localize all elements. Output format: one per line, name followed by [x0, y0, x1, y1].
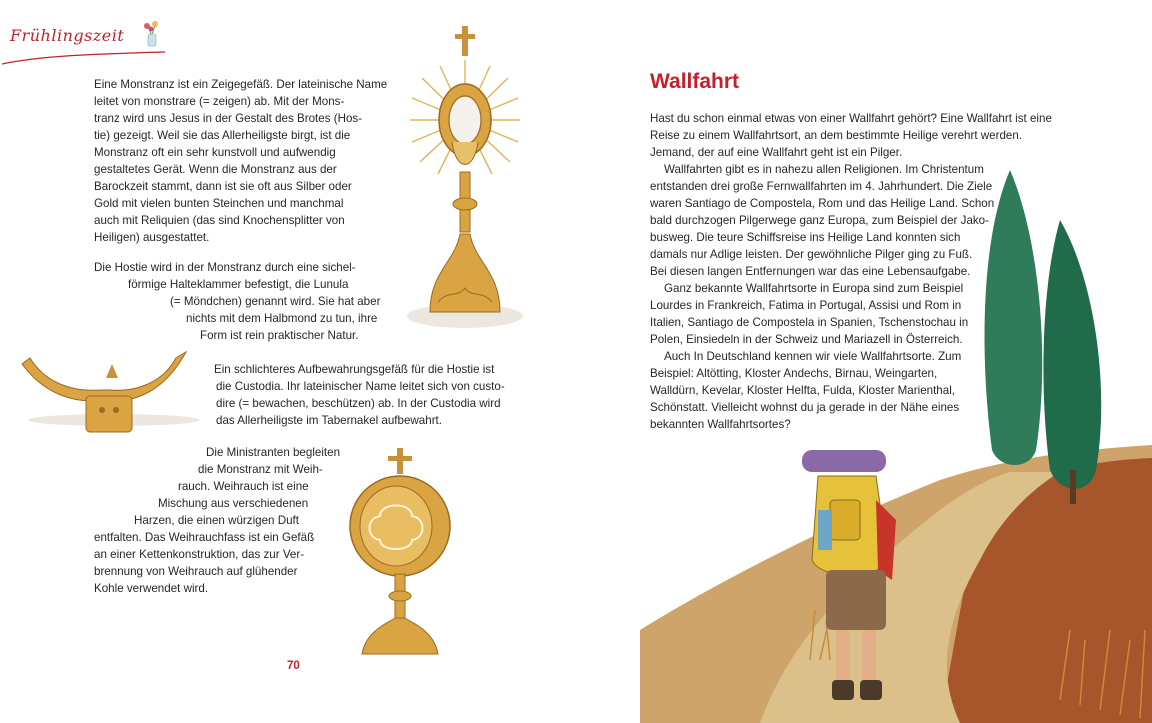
text-line: damals nur Adlige leisten. Der gewöhnliche Pilger ging zu Fuß.	[650, 248, 973, 261]
text-line: Lourdes in Frankreich, Fatima in Portugal, Assisi und Rom in	[650, 299, 962, 312]
text-line: bald durchzogen Pilgerwege ganz Europa, zum Beispiel der Jako-	[650, 214, 989, 227]
text-line: Ein schlichteres Aufbewahrungsgefäß für die Hostie ist	[214, 363, 495, 376]
text-line: Barockzeit stammt, dann ist sie oft aus Silber oder	[94, 180, 352, 193]
monstrance-illustration	[400, 22, 530, 332]
text-line: nichts mit dem Halbmond zu tun, ihre	[186, 312, 378, 325]
text-line: Wallfahrten gibt es in nahezu allen Religionen. Im Christentum	[664, 163, 984, 176]
text-line: Heiligen) ausgestattet.	[94, 231, 210, 244]
text-line: Schönstatt. Vielleicht wohnst du ja gerade in der Nähe eines	[650, 401, 960, 414]
text-line: Reise zu einem Wallfahrtsort, an dem bestimmte Heilige verehrt werden.	[650, 129, 1023, 142]
text-line: tie) gezeigt. Weil sie das Allerheiligste birgt, ist die	[94, 129, 351, 142]
text-line: dire (= bewachen, beschützen) ab. In der Custodia wird	[216, 397, 501, 410]
text-line: brennung von Weihrauch auf glühender	[94, 565, 298, 578]
flower-vase-icon	[140, 18, 164, 48]
lunula-text	[94, 259, 394, 344]
text-line: waren Santiago de Compostela, Rom und das Heilige Land. Schon	[650, 197, 995, 210]
text-line: Mischung aus verschiedenen	[158, 497, 309, 510]
text-line: Die Ministranten begleiten	[206, 446, 341, 459]
text-line: gestaltetes Gerät. Wenn die Monstranz aus der	[94, 163, 337, 176]
text-line: die Custodia. Ihr lateinischer Name leitet sich von custo-	[216, 380, 505, 393]
text-line: Eine Monstranz ist ein Zeigegefäß. Der lateinische Name	[94, 78, 388, 91]
text-line: entstanden drei große Fernwallfahrten im 4. Jahrhundert. Die Ziele	[650, 180, 993, 193]
text-line: die Monstranz mit Weih-	[198, 463, 323, 476]
text-line: busweg. Die teure Schiffsreise ins Heilige Land konnten sich	[650, 231, 961, 244]
text-line: Polen, Einsiedeln in der Schweiz und Mariazell in Österreich.	[650, 333, 963, 346]
text-line: Hast du schon einmal etwas von einer Wallfahrt gehört? Eine Wallfahrt ist eine	[650, 112, 1052, 125]
text-line: auch mit Reliquien (das sind Knochensplitter von	[94, 214, 345, 227]
page-number: 70	[287, 660, 300, 672]
monstranz-text	[94, 76, 394, 246]
text-line: Monstranz oft ein sehr kunstvoll und aufwendig	[94, 146, 336, 159]
text-line: Form ist rein praktischer Natur.	[200, 329, 359, 342]
text-line: Bei diesen langen Entfernungen war das eine Lebensaufgabe.	[650, 265, 971, 278]
text-line	[94, 93, 394, 110]
text-line: tranz wird uns Jesus in der Gestalt des Brotes (Hos-	[94, 112, 363, 125]
text-line: Ganz bekannte Wallfahrtsorte in Europa sind zum Beispiel	[664, 282, 964, 295]
text-line: Beispiel: Altötting, Kloster Andechs, Birnau, Weingarten,	[650, 367, 938, 380]
weihrauch-text	[94, 444, 354, 597]
text-line: das Allerheiligste im Tabernakel aufbewahrt.	[216, 414, 442, 427]
text-line: Jemand, der auf eine Wallfahrt geht ist ein Pilger.	[650, 146, 903, 159]
page-title: Wallfahrt	[650, 70, 740, 93]
text-line: Harzen, die einen würzigen Duft	[134, 514, 299, 527]
running-title: Frühlingszeit	[10, 26, 125, 45]
pilgrim-landscape-illustration	[640, 160, 1152, 723]
text-line: Die Hostie wird in der Monstranz durch eine sichel-	[94, 261, 356, 274]
text-line: rauch. Weihrauch ist eine	[178, 480, 309, 493]
text-line: förmige Halteklammer befestigt, die Lunula	[128, 278, 349, 291]
text-line: an einer Kettenkonstruktion, das zur Ver-	[94, 548, 305, 561]
text-line: entfalten. Das Weihrauchfass ist ein Gefäß	[94, 531, 315, 544]
text-fragment: leitet von monstrare (= zeigen) ab. Mit der Mons-	[94, 95, 345, 108]
lunula-illustration	[14, 344, 200, 444]
text-line: Auch In Deutschland kennen wir viele Wallfahrtsorte. Zum	[664, 350, 962, 363]
text-line: bekannten Wallfahrtsortes?	[650, 418, 791, 431]
text-line: Italien, Santiago de Compostela in Spanien, Tschenstochau in	[650, 316, 969, 329]
text-line: Kohle verwendet wird.	[94, 582, 209, 595]
text-line: (= Möndchen) genannt wird. Sie hat aber	[170, 295, 381, 308]
text-line: Gold mit vielen bunten Steinchen und manchmal	[94, 197, 344, 210]
thurible-illustration	[340, 446, 452, 662]
text-line: Walldürn, Kevelar, Kloster Helfta, Fulda, Kloster Marienthal,	[650, 384, 956, 397]
custodia-text	[214, 361, 514, 429]
